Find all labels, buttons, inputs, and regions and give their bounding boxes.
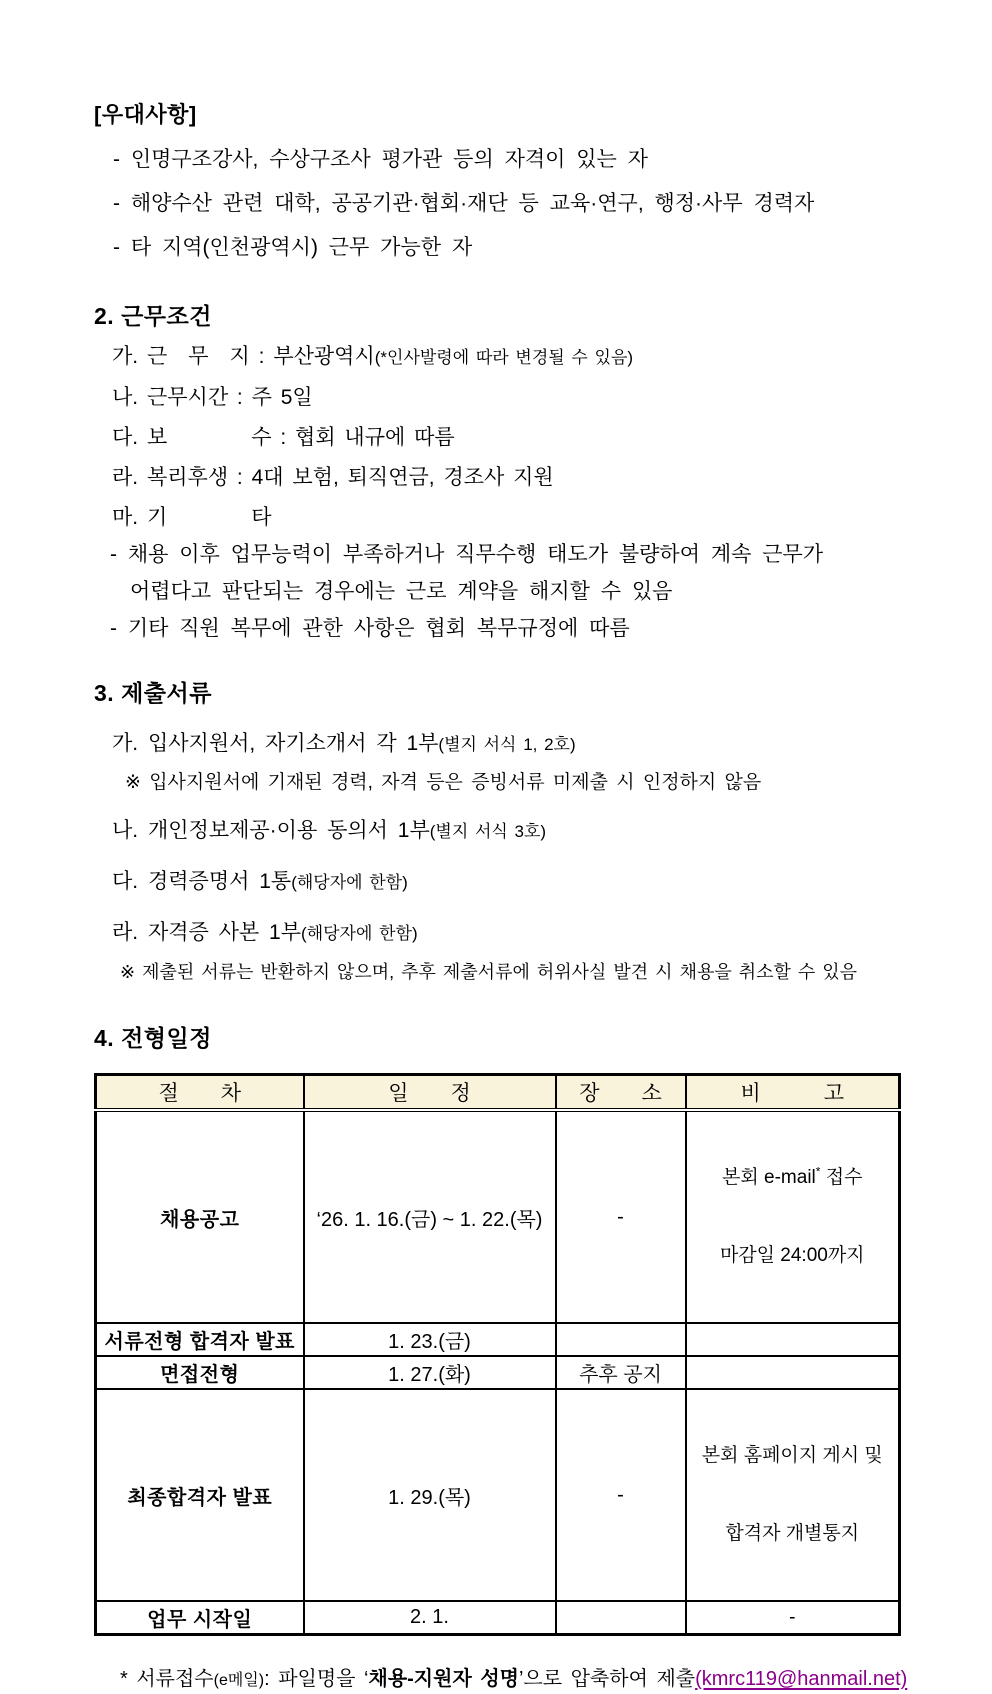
preferred-bullet-2: - 해양수산 관련 대학, 공공기관·협회·재단 등 교육·연구, 행정·사무 경력자	[113, 192, 815, 215]
doc-item-application-main: 가. 입사지원서, 자기소개서 각 1부	[112, 732, 439, 755]
doc-item-application	[94, 730, 936, 759]
cell-place: 추후 공지	[556, 1356, 686, 1389]
cell-date: 2. 1.	[304, 1601, 556, 1635]
doc-item-career-certificate	[94, 868, 936, 897]
work-sub-bullet-1-line1: - 채용 이후 업무능력이 부족하거나 직무수행 태도가 불량하여 계속 근무가	[110, 543, 824, 566]
section-title-schedule: 4. 전형일정	[94, 1025, 212, 1051]
doc-item-license-copy	[94, 919, 936, 948]
remarks-line-2: 마감일 24:00까지	[719, 1245, 865, 1266]
cell-remarks	[686, 1356, 900, 1389]
work-item-welfare-main: 라. 복리후생 : 4대 보험, 퇴직연금, 경조사 지원	[112, 466, 554, 489]
work-item-hours	[94, 384, 936, 412]
preferred-bullet-3: - 타 지역(인천광역시) 근무 가능한 자	[113, 236, 473, 259]
doc-item-license-qualifier: (해당자에 한함)	[301, 924, 418, 943]
doc-item-privacy-form: (별지 서식 3호)	[429, 822, 547, 841]
cell-date: ‘26. 1. 16.(금) ~ 1. 22.(목)	[304, 1110, 556, 1323]
footnote-filename-format: 채용-지원자 성명	[368, 1668, 519, 1690]
cell-date: 1. 27.(화)	[304, 1356, 556, 1389]
cell-date: 1. 23.(금)	[304, 1323, 556, 1356]
work-sub-bullet-1-line2: 어렵다고 판단되는 경우에는 근로 계약을 해지할 수 있음	[130, 580, 673, 603]
work-item-pay	[94, 424, 936, 452]
work-item-location	[94, 343, 936, 372]
preferred-section-title: [우대사항]	[94, 102, 197, 127]
section-title-work-conditions: 2. 근무조건	[94, 303, 212, 329]
footnote-intro: * 서류접수	[120, 1668, 214, 1690]
cell-remarks: -	[686, 1601, 900, 1635]
cell-procedure: 서류전형 합격자 발표	[96, 1323, 304, 1356]
work-item-location-note: (*인사발령에 따라 변경될 수 있음)	[374, 348, 634, 367]
cell-place	[556, 1323, 686, 1356]
remarks-line-1: 본회 홈페이지 게시 및	[701, 1445, 883, 1466]
remarks-receipt-text: 접수	[820, 1167, 863, 1188]
cell-remarks	[686, 1323, 900, 1356]
footnote-filename-pre: : 파일명을 ‘	[264, 1668, 369, 1690]
work-item-location-main: 가. 근 무 지 : 부산광역시	[112, 345, 375, 368]
doc-item-privacy-main: 나. 개인정보제공·이용 동의서 1부	[112, 819, 430, 842]
table-row-document-screening	[96, 1323, 900, 1356]
remarks-line-1	[691, 1165, 895, 1191]
footnote-email-label: (e메일)	[213, 1672, 265, 1689]
doc-item-license-main: 라. 자격증 사본 1부	[112, 921, 302, 944]
cell-place: -	[556, 1389, 686, 1601]
cell-procedure: 최종합격자 발표	[96, 1389, 304, 1601]
doc-item-privacy-consent	[94, 817, 936, 846]
asterisk-superscript: *	[815, 1164, 821, 1179]
footnote	[94, 1666, 936, 1694]
schedule-header-remarks: 비 고	[686, 1075, 900, 1111]
preferred-bullet-1: - 인명구조강사, 수상구조사 평가관 등의 자격이 있는 자	[113, 148, 648, 171]
cell-procedure: 업무 시작일	[96, 1601, 304, 1635]
cell-place: -	[556, 1110, 686, 1323]
work-item-pay-main: 다. 보 수 : 협회 내규에 따름	[112, 426, 455, 449]
schedule-header-procedure: 절 차	[96, 1075, 304, 1111]
table-row-announcement	[96, 1110, 900, 1323]
cell-place	[556, 1601, 686, 1635]
section-title-documents: 3. 제출서류	[94, 680, 212, 706]
table-row-final-announcement	[96, 1389, 900, 1601]
schedule-header-date: 일 정	[304, 1075, 556, 1111]
work-item-etc-main: 마. 기 타	[112, 506, 272, 529]
work-item-hours-main: 나. 근무시간 : 주 5일	[112, 386, 313, 409]
remarks-email-text: 본회 e-mail	[722, 1167, 816, 1188]
doc-note-no-return: ※ 제출된 서류는 반환하지 않으며, 추후 제출서류에 허위사실 발견 시 채용을 취소할 수 있음	[120, 962, 858, 982]
table-row-interview	[96, 1356, 900, 1389]
remarks-line-2: 합격자 개별통지	[725, 1523, 860, 1544]
schedule-header-row	[96, 1075, 900, 1111]
cell-date: 1. 29.(목)	[304, 1389, 556, 1601]
work-item-etc	[94, 504, 936, 532]
work-item-welfare	[94, 464, 936, 492]
doc-item-application-form: (별지 서식 1, 2호)	[438, 735, 576, 754]
cell-remarks	[686, 1110, 900, 1323]
schedule-table	[94, 1073, 901, 1636]
schedule-header-place: 장 소	[556, 1075, 686, 1111]
work-sub-bullet-2: - 기타 직원 복무에 관한 사항은 협회 복무규정에 따름	[110, 617, 630, 640]
email-link[interactable]: (kmrc119@hanmail.net)	[695, 1668, 908, 1690]
cell-procedure: 면접전형	[96, 1356, 304, 1389]
doc-note-evidence: ※ 입사지원서에 기재된 경력, 자격 등은 증빙서류 미제출 시 인정하지 않음	[125, 772, 762, 793]
doc-item-career-main: 다. 경력증명서 1통	[112, 870, 292, 893]
cell-procedure: 채용공고	[96, 1110, 304, 1323]
footnote-filename-post: ’으로 압축하여 제출	[518, 1668, 696, 1690]
doc-item-career-qualifier: (해당자에 한함)	[291, 873, 408, 892]
cell-remarks	[686, 1389, 900, 1601]
table-row-work-start	[96, 1601, 900, 1635]
